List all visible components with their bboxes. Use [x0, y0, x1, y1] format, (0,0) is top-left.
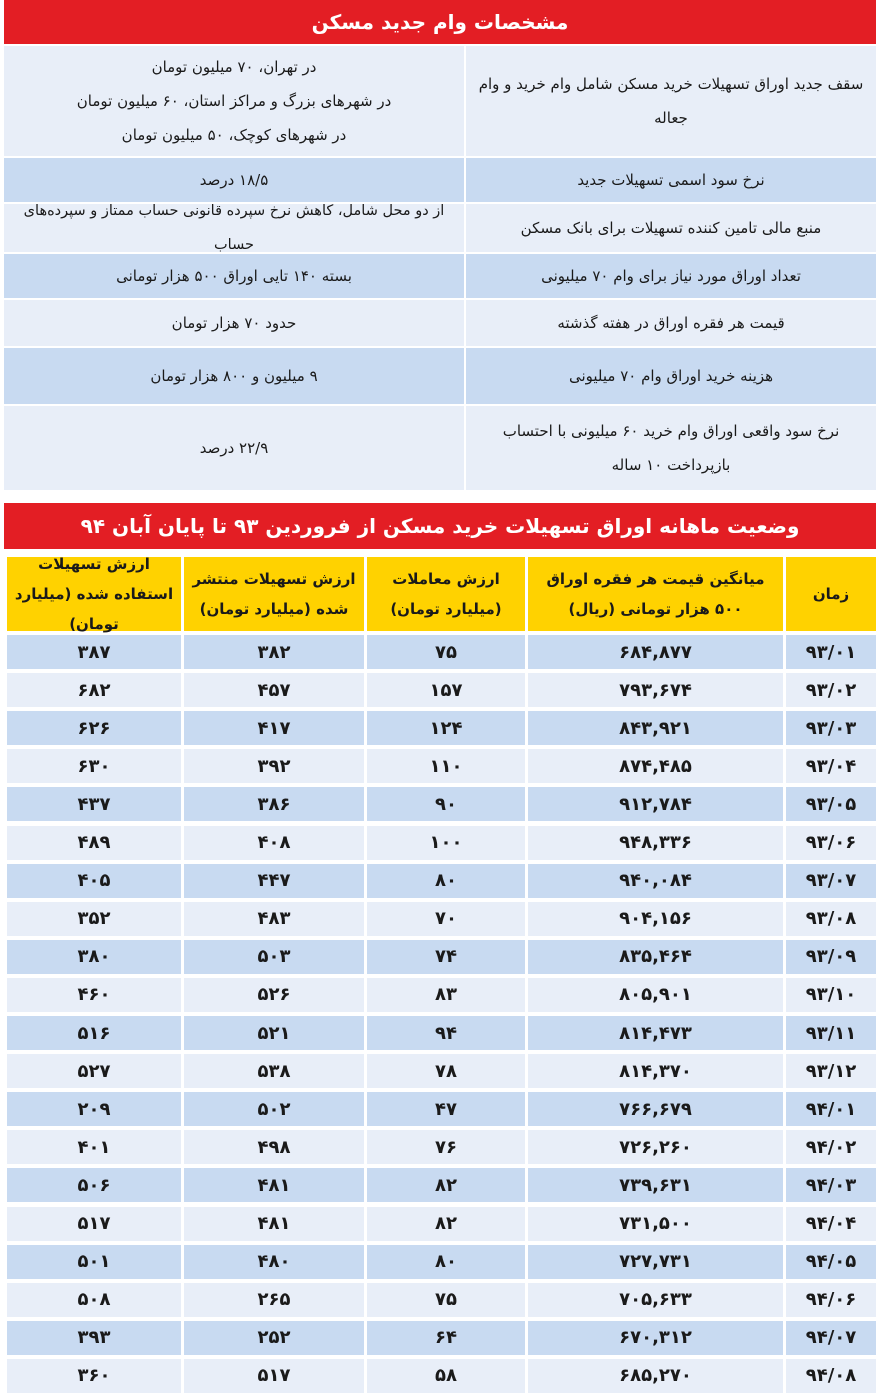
cell-issued: ۴۵۷ — [184, 673, 364, 707]
cell-time: ۹۳/۰۶ — [786, 826, 876, 860]
cell-time: ۹۴/۰۱ — [786, 1092, 876, 1126]
cell-used: ۳۸۷ — [7, 635, 181, 669]
spec-label: سقف جدید اوراق تسهیلات خرید مسکن شامل وام خرید و وام جعاله — [466, 46, 876, 156]
spec-row — [4, 204, 876, 252]
spec-value: ۱۸/۵ درصد — [4, 158, 464, 202]
cell-trade: ۱۵۷ — [367, 673, 525, 707]
cell-used: ۴۰۱ — [7, 1130, 181, 1164]
cell-trade: ۸۳ — [367, 978, 525, 1012]
cell-time: ۹۳/۱۱ — [786, 1016, 876, 1050]
cell-time: ۹۳/۰۳ — [786, 711, 876, 745]
cell-price: ۷۶۶,۶۷۹ — [528, 1092, 783, 1126]
cell-issued: ۴۹۸ — [184, 1130, 364, 1164]
cell-trade: ۷۰ — [367, 902, 525, 936]
spec-value: ۹ میلیون و ۸۰۰ هزار تومان — [4, 348, 464, 404]
cell-time: ۹۴/۰۷ — [786, 1321, 876, 1355]
table-header — [4, 557, 876, 631]
cell-price: ۷۳۹,۶۳۱ — [528, 1168, 783, 1202]
cell-used: ۶۲۶ — [7, 711, 181, 745]
table-row — [4, 673, 876, 707]
cell-time: ۹۴/۰۴ — [786, 1207, 876, 1241]
cell-issued: ۲۵۲ — [184, 1321, 364, 1355]
header-trade: ارزش معاملات (میلیارد تومان) — [367, 557, 525, 631]
cell-issued: ۴۸۳ — [184, 902, 364, 936]
cell-used: ۵۰۸ — [7, 1283, 181, 1317]
cell-used: ۳۵۲ — [7, 902, 181, 936]
cell-trade: ۷۸ — [367, 1054, 525, 1088]
cell-used: ۶۳۰ — [7, 749, 181, 783]
spec-value: بسته ۱۴۰ تایی اوراق ۵۰۰ هزار تومانی — [4, 254, 464, 298]
table-row — [4, 1054, 876, 1088]
spec-value: ۲۲/۹ درصد — [4, 406, 464, 490]
cell-trade: ۸۲ — [367, 1207, 525, 1241]
cell-trade: ۹۴ — [367, 1016, 525, 1050]
cell-trade: ۴۷ — [367, 1092, 525, 1126]
cell-used: ۴۸۹ — [7, 826, 181, 860]
table-row — [4, 902, 876, 936]
table-row — [4, 1130, 876, 1164]
header-time: زمان — [786, 557, 876, 631]
cell-used: ۳۸۰ — [7, 940, 181, 974]
table-row — [4, 1207, 876, 1241]
cell-trade: ۷۴ — [367, 940, 525, 974]
cell-time: ۹۳/۰۸ — [786, 902, 876, 936]
cell-trade: ۱۰۰ — [367, 826, 525, 860]
cell-issued: ۴۰۸ — [184, 826, 364, 860]
spec-label: منبع مالی تامین کننده تسهیلات برای بانک مسکن — [466, 204, 876, 252]
table-row — [4, 1168, 876, 1202]
cell-time: ۹۴/۰۶ — [786, 1283, 876, 1317]
cell-trade: ۶۴ — [367, 1321, 525, 1355]
cell-price: ۷۲۶,۲۶۰ — [528, 1130, 783, 1164]
table-row — [4, 1359, 876, 1393]
cell-issued: ۴۱۷ — [184, 711, 364, 745]
cell-time: ۹۳/۰۱ — [786, 635, 876, 669]
cell-price: ۶۸۵,۲۷۰ — [528, 1359, 783, 1393]
cell-price: ۹۴۸,۳۳۶ — [528, 826, 783, 860]
table-row — [4, 1092, 876, 1126]
table-row — [4, 711, 876, 745]
monthly-title: وضعیت ماهانه اوراق تسهیلات خرید مسکن از فروردین ۹۳ تا پایان آبان ۹۴ — [4, 503, 876, 549]
spec-value-line: در تهران، ۷۰ میلیون تومان — [151, 58, 317, 76]
cell-used: ۴۳۷ — [7, 787, 181, 821]
cell-trade: ۹۰ — [367, 787, 525, 821]
cell-issued: ۳۸۲ — [184, 635, 364, 669]
cell-trade: ۵۸ — [367, 1359, 525, 1393]
header-issued: ارزش تسهیلات منتشر شده (میلیارد تومان) — [184, 557, 364, 631]
cell-used: ۵۱۶ — [7, 1016, 181, 1050]
spec-title: مشخصات وام جدید مسکن — [4, 0, 876, 44]
spec-row — [4, 300, 876, 346]
cell-issued: ۳۹۲ — [184, 749, 364, 783]
spec-value-line: در شهرهای بزرگ و مراکز استان، ۶۰ میلیون تومان — [76, 92, 392, 110]
table-row — [4, 787, 876, 821]
spec-row — [4, 348, 876, 404]
cell-price: ۷۲۷,۷۳۱ — [528, 1245, 783, 1279]
table-row — [4, 864, 876, 898]
cell-price: ۸۷۴,۴۸۵ — [528, 749, 783, 783]
cell-issued: ۳۸۶ — [184, 787, 364, 821]
table-row — [4, 749, 876, 783]
cell-time: ۹۳/۰۲ — [786, 673, 876, 707]
cell-price: ۸۴۳,۹۲۱ — [528, 711, 783, 745]
cell-time: ۹۳/۱۲ — [786, 1054, 876, 1088]
cell-trade: ۷۵ — [367, 1283, 525, 1317]
table-row — [4, 1016, 876, 1050]
table-row — [4, 1283, 876, 1317]
cell-trade: ۸۰ — [367, 1245, 525, 1279]
cell-price: ۹۰۴,۱۵۶ — [528, 902, 783, 936]
cell-trade: ۷۵ — [367, 635, 525, 669]
cell-issued: ۵۲۱ — [184, 1016, 364, 1050]
cell-price: ۷۳۱,۵۰۰ — [528, 1207, 783, 1241]
cell-trade: ۸۲ — [367, 1168, 525, 1202]
table-row — [4, 826, 876, 860]
spec-value — [4, 46, 464, 156]
cell-used: ۳۹۳ — [7, 1321, 181, 1355]
cell-used: ۵۱۷ — [7, 1207, 181, 1241]
spec-label: قیمت هر فقره اوراق در هفته گذشته — [466, 300, 876, 346]
cell-time: ۹۳/۰۹ — [786, 940, 876, 974]
spec-row — [4, 46, 876, 156]
table-row — [4, 940, 876, 974]
cell-time: ۹۴/۰۸ — [786, 1359, 876, 1393]
cell-issued: ۵۲۶ — [184, 978, 364, 1012]
cell-price: ۷۰۵,۶۳۳ — [528, 1283, 783, 1317]
header-used: ارزش تسهیلات استفاده شده (میلیارد تومان) — [7, 557, 181, 631]
cell-price: ۶۸۴,۸۷۷ — [528, 635, 783, 669]
cell-used: ۲۰۹ — [7, 1092, 181, 1126]
cell-issued: ۵۳۸ — [184, 1054, 364, 1088]
cell-time: ۹۳/۰۴ — [786, 749, 876, 783]
cell-price: ۸۰۵,۹۰۱ — [528, 978, 783, 1012]
cell-price: ۹۱۲,۷۸۴ — [528, 787, 783, 821]
cell-used: ۳۶۰ — [7, 1359, 181, 1393]
cell-price: ۸۱۴,۴۷۳ — [528, 1016, 783, 1050]
cell-used: ۵۲۷ — [7, 1054, 181, 1088]
cell-issued: ۵۰۳ — [184, 940, 364, 974]
cell-trade: ۷۶ — [367, 1130, 525, 1164]
table-row — [4, 1245, 876, 1279]
cell-issued: ۴۸۱ — [184, 1207, 364, 1241]
spec-value-line: در شهرهای کوچک، ۵۰ میلیون تومان — [121, 126, 347, 144]
spec-label: هزینه خرید اوراق وام ۷۰ میلیونی — [466, 348, 876, 404]
cell-issued: ۵۰۲ — [184, 1092, 364, 1126]
cell-time: ۹۴/۰۲ — [786, 1130, 876, 1164]
table-row — [4, 978, 876, 1012]
spec-label: تعداد اوراق مورد نیاز برای وام ۷۰ میلیونی — [466, 254, 876, 298]
cell-price: ۷۹۳,۶۷۴ — [528, 673, 783, 707]
spec-row — [4, 406, 876, 490]
cell-used: ۵۰۶ — [7, 1168, 181, 1202]
cell-used: ۴۶۰ — [7, 978, 181, 1012]
cell-issued: ۵۱۷ — [184, 1359, 364, 1393]
cell-issued: ۴۸۱ — [184, 1168, 364, 1202]
cell-issued: ۴۸۰ — [184, 1245, 364, 1279]
cell-trade: ۸۰ — [367, 864, 525, 898]
cell-used: ۴۰۵ — [7, 864, 181, 898]
spec-label: نرخ سود اسمی تسهیلات جدید — [466, 158, 876, 202]
cell-price: ۸۳۵,۴۶۴ — [528, 940, 783, 974]
cell-price: ۸۱۴,۳۷۰ — [528, 1054, 783, 1088]
cell-price: ۶۷۰,۳۱۲ — [528, 1321, 783, 1355]
cell-trade: ۱۲۴ — [367, 711, 525, 745]
header-price: میانگین قیمت هر فقره اوراق ۵۰۰ هزار تومانی (ریال) — [528, 557, 783, 631]
cell-time: ۹۳/۰۵ — [786, 787, 876, 821]
cell-time: ۹۴/۰۵ — [786, 1245, 876, 1279]
cell-trade: ۱۱۰ — [367, 749, 525, 783]
cell-time: ۹۴/۰۳ — [786, 1168, 876, 1202]
cell-issued: ۲۶۵ — [184, 1283, 364, 1317]
cell-price: ۹۴۰,۰۸۴ — [528, 864, 783, 898]
spec-label: نرخ سود واقعی اوراق وام خرید ۶۰ میلیونی با احتساب بازپرداخت ۱۰ ساله — [466, 406, 876, 490]
cell-time: ۹۳/۱۰ — [786, 978, 876, 1012]
cell-time: ۹۳/۰۷ — [786, 864, 876, 898]
table-row — [4, 635, 876, 669]
cell-issued: ۴۴۷ — [184, 864, 364, 898]
cell-used: ۶۸۲ — [7, 673, 181, 707]
spec-value: حدود ۷۰ هزار تومان — [4, 300, 464, 346]
spec-value: از دو محل شامل، کاهش نرخ سپرده قانونی حساب ممتاز و سپرده‌های حساب — [4, 204, 464, 252]
cell-used: ۵۰۱ — [7, 1245, 181, 1279]
spec-row — [4, 254, 876, 298]
table-row — [4, 1321, 876, 1355]
